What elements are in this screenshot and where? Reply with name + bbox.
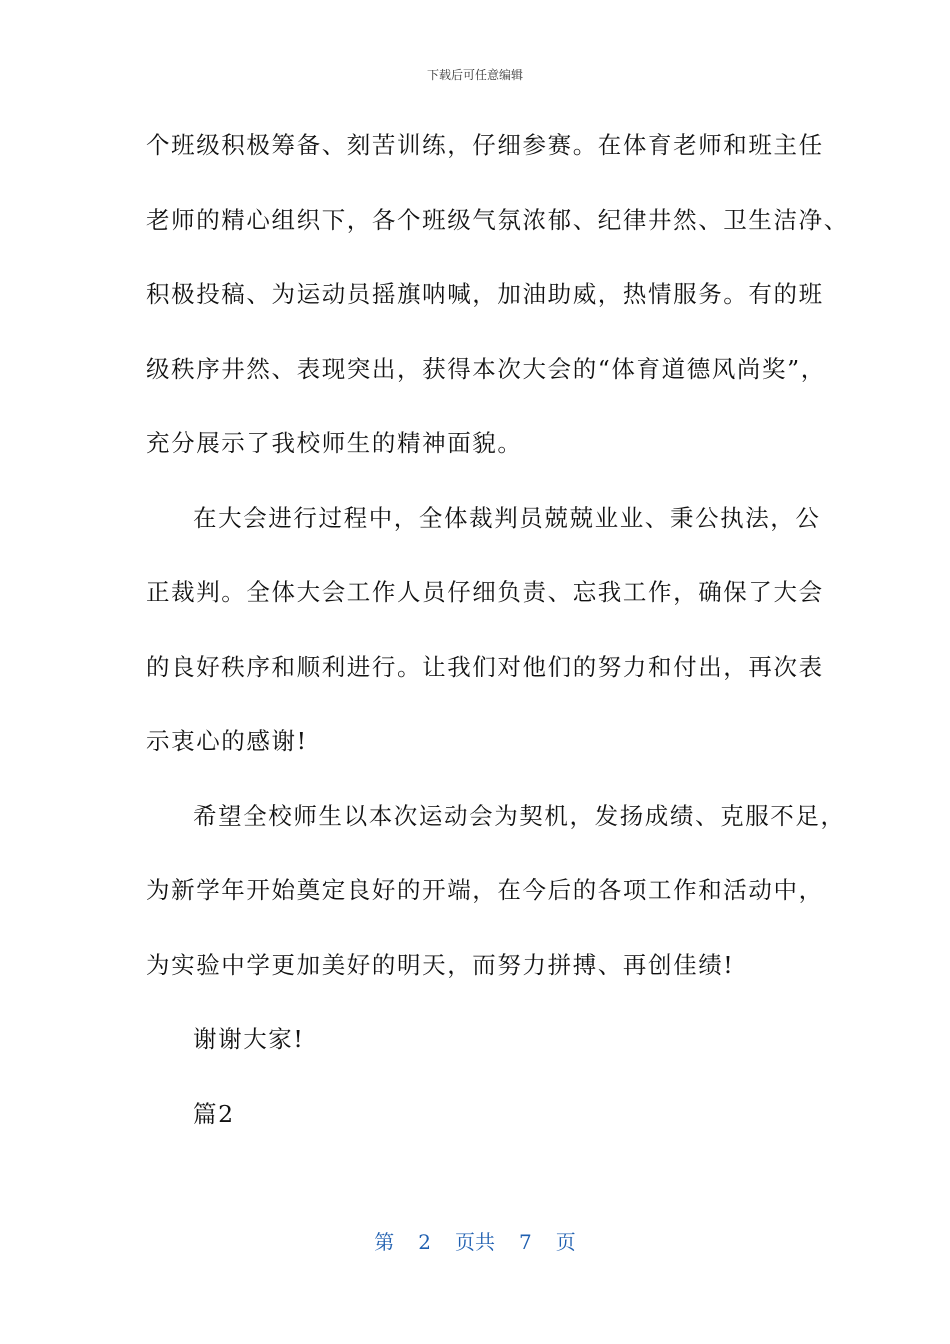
text-line-4: 级秩序井然、表现突出，获得本次大会的“体育道德风尚奖”， <box>146 354 826 383</box>
text-line-13: 谢谢大家! <box>193 1025 305 1053</box>
text-line-6: 在大会进行过程中，全体裁判员兢兢业业、秉公执法，公 <box>193 503 821 532</box>
text-line-9: 示衷心的感谢! <box>146 727 308 755</box>
section-heading: 篇2 <box>193 1099 235 1128</box>
page-header: 下载后可任意编辑 <box>426 68 523 82</box>
text-line-11: 为新学年开始奠定良好的开端，在今后的各项工作和活动中， <box>146 876 824 904</box>
page-footer <box>0 1226 950 1255</box>
text-line-3: 积极投稿、为运动员摇旗呐喊，加油助威，热情服务。有的班 <box>146 280 824 308</box>
footer-suffix: 页 <box>555 1230 576 1254</box>
text-line-10: 希望全校师生以本次运动会为契机，发扬成绩、克服不足， <box>193 801 846 830</box>
current-page-number: 2 <box>418 1230 431 1254</box>
total-pages-number: 7 <box>519 1230 532 1254</box>
footer-middle: 页共 <box>455 1230 495 1254</box>
text-line-12: 为实验中学更加美好的明天，而努力拼搏、再创佳绩! <box>146 950 735 979</box>
footer-prefix: 第 <box>374 1230 395 1254</box>
document-body <box>146 120 849 1163</box>
text-line-2: 老师的精心组织下，各个班级气氛浓郁、纪律井然、卫生洁净、 <box>146 205 849 234</box>
text-line-1: 个班级积极筹备、刻苦训练，仔细参赛。在体育老师和班主任 <box>146 131 824 159</box>
text-line-7: 正裁判。全体大会工作人员仔细负责、忘我工作，确保了大会 <box>146 578 824 606</box>
text-line-8: 的良好秩序和顺利进行。让我们对他们的努力和付出，再次表 <box>146 652 824 681</box>
text-line-5: 充分展示了我校师生的精神面貌。 <box>146 429 523 457</box>
